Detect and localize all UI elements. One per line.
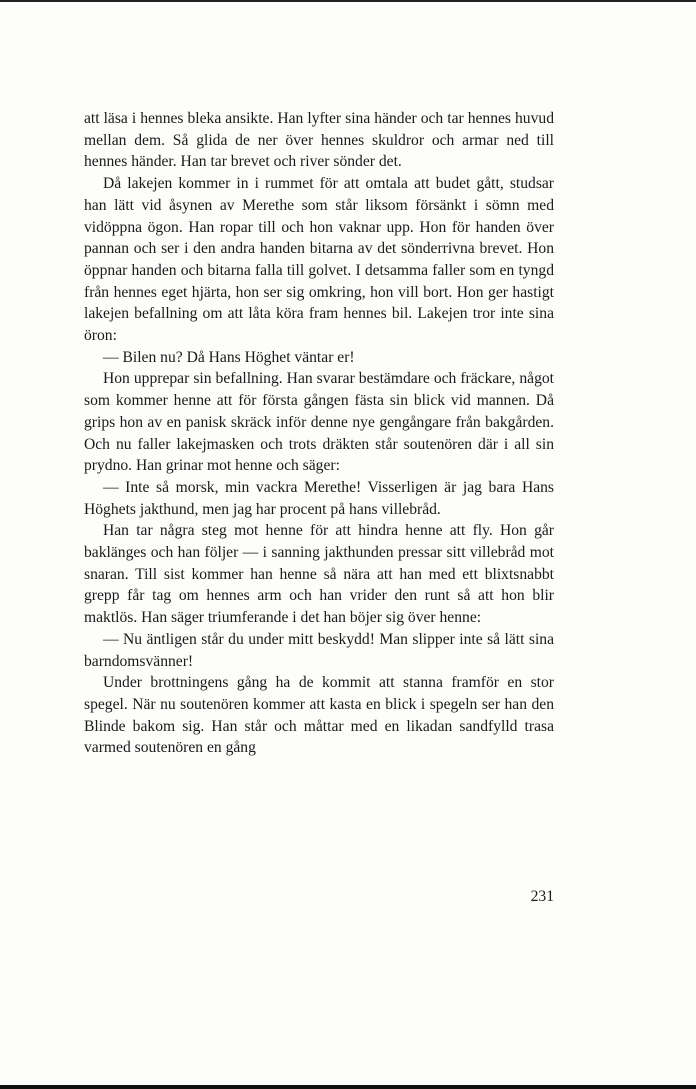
scan-edge-bottom [0, 1085, 696, 1089]
paragraph: — Inte så morsk, min vackra Merethe! Visserligen är jag bara Hans Höghets jakthund, men jag har procent på hans villebråd. [84, 478, 554, 518]
paragraph: Då lakejen kommer in i rummet för att omtala att budet gått, studsar han lätt vid åsynen av Merethe som står liksom försänkt i sömn med vidöppna ögon. Han ropar till och hon vaknar upp. Hon för handen över pannan och ser i den andra handen bitarna av det sönderrivna brevet. Hon öppnar handen och bitarna falla till golvet. I detsamma faller som en tyngd från hennes eget hjärta, hon ser sig omkring, hon vill bort. Hon ger hastigt lakejen befallning om att låta köra fram hennes bil. Lakejen tror inte sina öron: [84, 175, 554, 345]
body-text [84, 108, 554, 759]
paragraph: — Nu äntligen står du under mitt beskydd! Man slipper inte så lätt sina barndomsvänner! [84, 630, 554, 670]
paragraph: Hon upprepar sin befallning. Han svarar bestämdare och fräckare, något som kommer henne att för första gången fästa sin blick vid mannen. Då grips hon av en panisk skräck inför denne nye gengångare från bakgården. Och nu faller lakejmasken och trots dräkten står soutenören där i all sin prydno. Han grinar mot henne och säger: [84, 370, 554, 475]
paragraph: — Bilen nu? Då Hans Höghet väntar er! [103, 348, 355, 366]
paragraph: Han tar några steg mot henne för att hindra henne att fly. Hon går baklänges och han följer — i sanning jakthunden pressar sitt villebråd mot snaran. Till sist kommer han henne så nära att han med ett blixtsnabbt grepp får tag om hennes arm och han vrider den runt så att hon blir maktlös. Han säger triumferande i det han böjer sig över henne: [84, 522, 554, 627]
paragraph: Under brottningens gång ha de kommit att stanna framför en stor spegel. När nu soutenören kommer att kasta en blick i spegeln ser han den Blinde bakom sig. Han står och måttar med en likadan sandfylld trasa varmed soutenören en gång [84, 674, 554, 757]
page-number: 231 [530, 888, 554, 905]
scan-edge-top [0, 0, 696, 2]
paragraph: att läsa i hennes bleka ansikte. Han lyfter sina händer och tar hennes huvud mellan dem. Så glida de ner över hennes skuldror och armar ned till hennes händer. Han tar brevet och river sönder det. [84, 110, 554, 171]
